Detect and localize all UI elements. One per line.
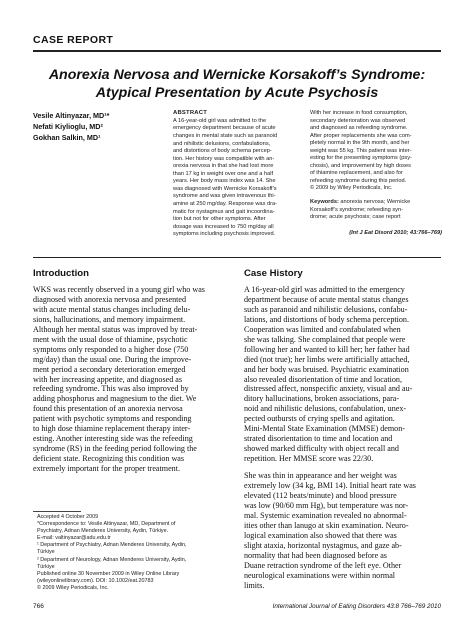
page-number: 766 <box>33 603 44 610</box>
body-line: Cooperation was limited and confabulated when <box>244 324 401 334</box>
footnote-line: Türkiye <box>37 549 55 556</box>
abstract-column-1 <box>173 110 305 239</box>
abstract-line: chosis), and improvement by high doses <box>310 162 411 169</box>
body-line: patient with psychotic symptoms and responding <box>33 414 192 424</box>
abstract-heading: ABSTRACT <box>173 110 207 116</box>
body-line: Mini-Mental State Examination (MMSE) demon- <box>244 424 405 434</box>
body-line: strated disorientation to time and location and <box>244 434 393 444</box>
body-line: logical examination also showed that there was <box>244 530 397 540</box>
abstract-line: and diagnosed as refeeding syndrome. <box>310 125 408 132</box>
section-label: CASE REPORT <box>33 34 114 46</box>
abstract-line: amine at 250 mg/day. Response was dra- <box>173 200 277 207</box>
keywords-line: drome; acute psychosis; case report <box>310 214 401 221</box>
abstract-line: dosage was increased to 750 mg/day all <box>173 223 274 230</box>
body-line: She was thin in appearance and her weight was <box>244 471 397 481</box>
body-line: was low (90/60 mm Hg), but temperature was nor- <box>244 500 409 510</box>
keywords-text: anorexia nervosa; Wernicke <box>338 199 411 206</box>
abstract-line: was diagnosed with Wernicke Korsakoff’s <box>173 185 277 192</box>
abstract-line: years. Her body mass index was 14. She <box>173 178 276 185</box>
abstract-line: emergency department because of acute <box>173 125 276 132</box>
body-line: limits. <box>244 580 265 590</box>
journal-citation: (Int J Eat Disord 2010; 43:766–769) <box>349 229 442 236</box>
body-line: ditory hallucinations, broken associations, para- <box>244 394 400 404</box>
body-line: slight ataxia, horizontal nystagmus, and gaze ab- <box>244 540 402 550</box>
body-line: lations, and distortions of body schema perception. <box>244 314 409 324</box>
author: Nefati Kiylioglu, MD² <box>33 122 103 132</box>
abstract-line: weight was 55 kg. This patient was inter- <box>310 147 412 154</box>
abstract-line: than 17 kg in weight over one and a half <box>173 170 274 177</box>
section-divider <box>33 257 441 258</box>
body-line: showed marked difficulty with object recall and <box>244 444 399 454</box>
body-line: A 16-year-old girl was admitted to the emergency <box>244 284 405 294</box>
title-line: Anorexia Nervosa and Wernicke Korsakoff’s Syndrome: <box>48 67 426 83</box>
abstract-line: tion but not for other symptoms. After <box>173 216 266 223</box>
footnote-line: Psychiatry, Adnan Menderes University, Aydin, Türkiye. <box>37 528 169 535</box>
body-line: Duane retraction syndrome of the left eye. Other <box>244 560 402 570</box>
abstract-line: syndrome and was given intravenous thi- <box>173 193 276 200</box>
body-line: diagnosed with anorexia nervosa and presented <box>33 294 187 304</box>
abstract-line: and distortions of body schema percep- <box>173 148 272 155</box>
body-line: found this presentation of an anorexia nervosa <box>33 404 183 414</box>
abstract-line: With her increase in food consumption, <box>310 110 408 116</box>
footnote-line: ¹ Department of Psychiatry, Adnan Menderes University, Aydin, <box>37 542 187 549</box>
body-line: ment period a secondary deterioration emerged <box>33 364 186 374</box>
abstract-line: A 16-year-old girl was admitted to the <box>173 117 267 124</box>
footnotes <box>37 514 237 592</box>
body-line: died (not true); her limbs were artificially attached, <box>244 354 410 364</box>
body-line: extremely important for the proper treatment. <box>33 464 180 474</box>
body-line: adding phosphorus and magnesium to the diet. We <box>33 394 197 404</box>
introduction-heading: Introduction <box>33 268 89 279</box>
body-line: mg/day) than the usual one. During the improve- <box>33 354 192 364</box>
body-line: such as paranoid and nihilistic delusions, confabu- <box>244 304 408 314</box>
footnote-line: (wileyonlinelibrary.com). DOI: 10.1002/eat.20783 <box>37 577 154 584</box>
body-line: with acute mental status changes including delu- <box>33 304 191 314</box>
body-line: ities other than lanugo at skin examination. Neuro- <box>244 520 409 530</box>
body-line: neurological examinations were within normal <box>244 570 396 580</box>
footnote-rule <box>33 511 81 512</box>
body-line: WKS was recently observed in a young girl who was <box>33 284 205 294</box>
abstract-line: refeeding syndrome during this period. <box>310 177 407 184</box>
body-line: also revealed disorientation of time and location, <box>244 374 403 384</box>
abstract-line: orexia nervosa in that she had lost more <box>173 163 274 170</box>
footnote-line: E-mail: valtinyazar@adu.edu.tr <box>37 535 111 542</box>
body-line: normality that had been diagnosed before as <box>244 550 387 560</box>
footnote-line: ² Department of Neurology, Adnan Menderes University, Aydin, <box>37 556 187 563</box>
body-line: deficient state. Recognizing this condition was <box>33 454 185 464</box>
body-line: distressed affect, nonspecific anxiety, visual and au- <box>244 384 413 394</box>
footnote-line: Accepted 4 October 2009 <box>37 514 99 520</box>
body-line: repetition. Her MMSE score was 22/30. <box>244 454 374 464</box>
journal-footer: International Journal of Eating Disorders 43:8 766–769 2010 <box>272 603 441 610</box>
title-line: Atypical Presentation by Acute Psychosis <box>95 85 379 101</box>
body-line: mal. Systemic examination revealed no abnormal- <box>244 510 407 520</box>
keywords-heading: Keywords: <box>310 199 339 206</box>
keywords-line: Korsakoff’s syndrome; refeeding syn- <box>310 206 404 213</box>
case-history-column <box>244 267 441 591</box>
footnote-line: © 2009 Wiley Periodicals, Inc. <box>37 584 109 591</box>
body-line: sions, hallucinations, and memory impairment. <box>33 314 186 324</box>
header-rule <box>33 50 441 52</box>
body-line: refeeding syndrome. This was also improved by <box>33 384 189 394</box>
body-line: elevated (112 beats/minute) and blood pressure <box>244 491 397 501</box>
abstract-line: and nihilistic delusions, confabulations, <box>173 140 271 147</box>
abstract-line: matic for nystagmus and gait incoordina- <box>173 208 275 215</box>
body-line: with her increasing appetite, and diagnosed as <box>33 374 183 384</box>
abstract-line: After proper replacements she was com- <box>310 132 412 139</box>
body-line: she was talking. She complained that people were <box>244 334 406 344</box>
footnote-line: *Correspondence to: Vesile Altinyazar, MD, Department of <box>37 521 176 528</box>
introduction-column <box>33 267 230 474</box>
body-line: noid and nihilistic delusions, confabulation, unex- <box>244 404 407 414</box>
abstract-line: changes in mental state such as paranoid <box>173 133 278 140</box>
body-line: extremely low (34 kg, BMI 14). Initial heart rate was <box>244 481 416 491</box>
body-line: pected outbursts of crying spells and agitation. <box>244 414 395 424</box>
body-line: to high dose thiamine replacement therapy inter- <box>33 424 191 434</box>
spacer <box>244 464 441 471</box>
author-list <box>33 110 171 144</box>
body-line: symptoms only responded to a higher dose (750 <box>33 344 189 354</box>
abstract-line: esting for the presenting symptoms (psy- <box>310 155 412 162</box>
body-line: Although her mental status was improved by treat- <box>33 324 198 334</box>
keywords-line <box>310 199 442 207</box>
footnote-line: Türkiye <box>37 563 55 570</box>
abstract-line: secondary deterioration was observed <box>310 117 406 124</box>
body-line: ment with the usual dose of thiamine, psychotic <box>33 334 188 344</box>
body-line: department because of acute mental status changes <box>244 294 409 304</box>
article-title <box>33 66 441 102</box>
abstract-line: pletely normal in the 9th month, and her <box>310 140 410 147</box>
body-line: esting. Another interesting side was the refeeding <box>33 434 193 444</box>
author: Gokhan Salkin, MD¹ <box>33 133 101 143</box>
body-line: following her and wanted to kill her; her father had <box>244 344 410 354</box>
body-line: syndrome (RS) in the feeding period following the <box>33 444 197 454</box>
abstract-line: of thiamine replacement, and also for <box>310 170 403 177</box>
case-history-heading: Case History <box>244 268 303 279</box>
author: Vesile Altinyazar, MD¹* <box>33 111 110 120</box>
abstract-column-2 <box>310 110 442 237</box>
copyright-line: © 2009 by Wiley Periodicals, Inc. <box>310 185 393 192</box>
abstract-line: symptoms including psychosis improved. <box>173 231 276 238</box>
footnote-line: Published online 30 November 2009 in Wiley Online Library <box>37 570 180 577</box>
body-line: and her body was bruised. Psychiatric examination <box>244 364 409 374</box>
abstract-line: tion. Her history was compatible with an- <box>173 155 275 162</box>
